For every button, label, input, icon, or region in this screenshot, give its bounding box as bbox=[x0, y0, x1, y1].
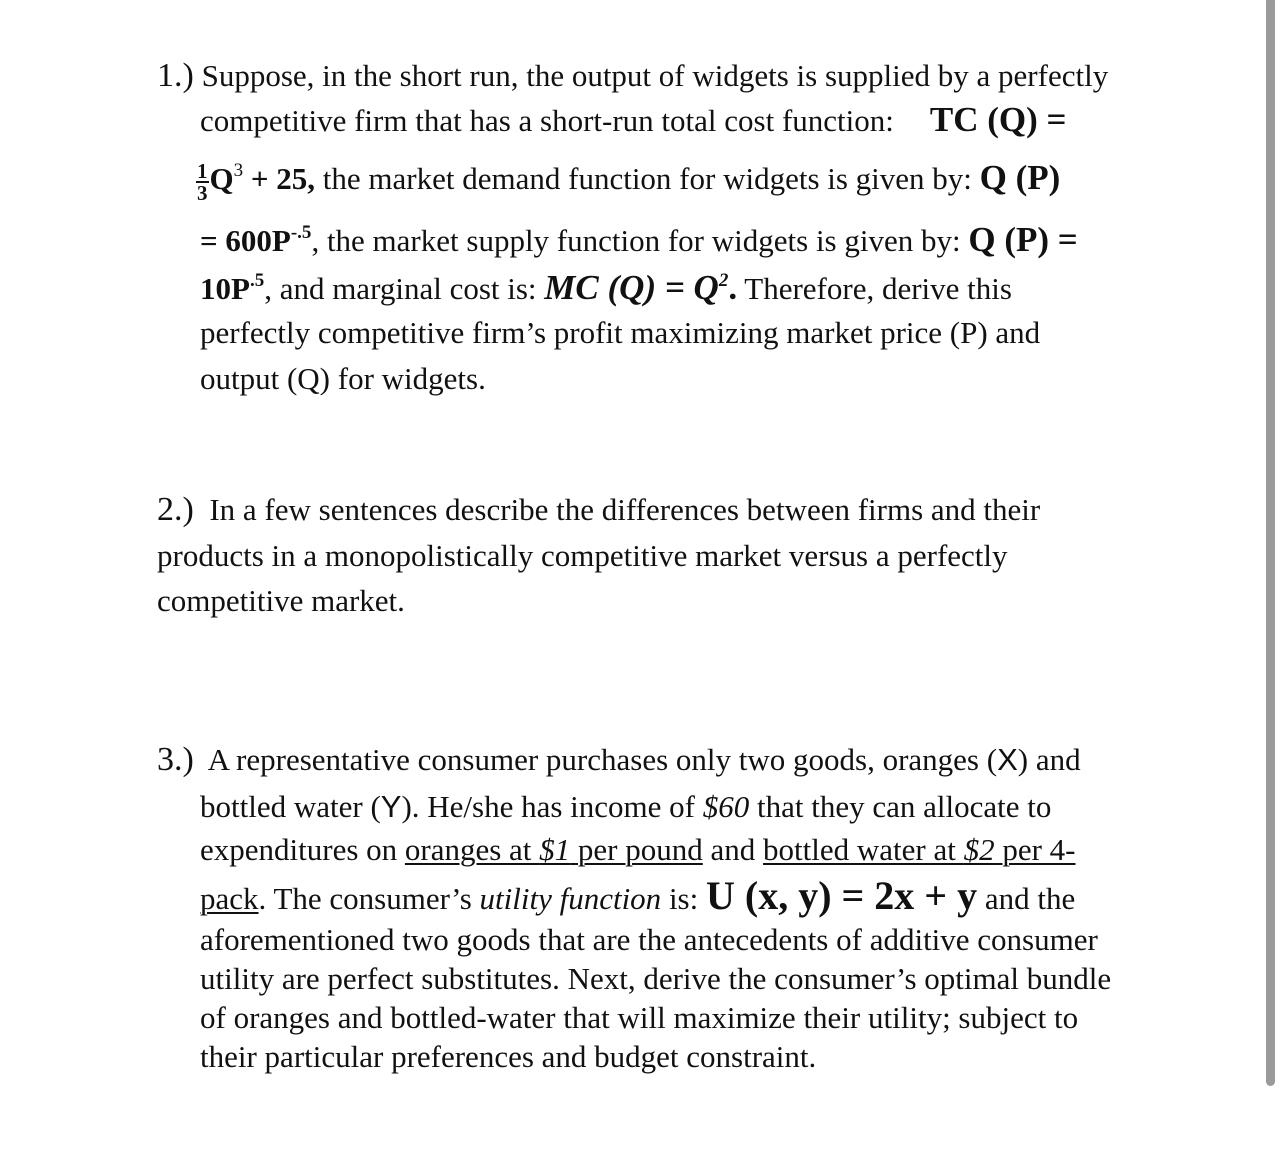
mc-formula: MC (Q) = Q bbox=[544, 268, 719, 307]
q1-number: 1.) bbox=[157, 57, 194, 94]
q3-line-4: pack. The consumer’s utility function is: U (x, y) = 2x + y and the bbox=[200, 873, 1076, 918]
q2-line-2: products in a monopolistically competitive market versus a perfectly bbox=[157, 538, 1008, 573]
q2-line-3: competitive market. bbox=[157, 583, 405, 618]
q1-line-3: $\frac{1}{3}$ $Q^3 + 25$, the market demand function for widgets is given by: Q (P) bbox=[197, 158, 1061, 205]
q3-line-1: 3.) A representative consumer purchases only two goods, oranges (X) and bbox=[157, 741, 1081, 778]
q3-number: 3.) bbox=[157, 741, 194, 778]
q1-line-1: 1.) Suppose, in the short run, the output of widgets is supplied by a perfectly bbox=[157, 57, 1109, 94]
q3-line-2: bottled water (Y). He/she has income of $60 that they can allocate to bbox=[200, 789, 1052, 824]
q3-line-7: of oranges and bottled-water that will maximize their utility; subject to bbox=[200, 1000, 1079, 1035]
vertical-scrollbar[interactable] bbox=[1266, 0, 1275, 1086]
q2-number: 2.) bbox=[157, 491, 194, 528]
q3-line-5: aforementioned two goods that are the antecedents of additive consumer bbox=[200, 922, 1098, 957]
oranges-price: oranges at $1 per pound bbox=[404, 832, 703, 867]
one-third-fraction: $\frac{1}{3}$ bbox=[197, 158, 208, 205]
q1-line-5: $10P^{.5}$, and marginal cost is: MC $(Q) = Q^2$. Therefore, derive this bbox=[200, 268, 1012, 307]
q1-line-6: perfectly competitive firm’s profit maximizing market price (P) and bbox=[200, 315, 1041, 350]
q3-line-3: expenditures on oranges at $1 per pound and bottled water at $2 per 4- bbox=[200, 832, 1076, 867]
tc-formula: TC (Q) = bbox=[929, 100, 1067, 139]
q1-line-2: competitive firm that has a short-run total cost function: TC (Q) = bbox=[200, 100, 1067, 139]
water-price: bottled water at $2 per 4- bbox=[763, 832, 1076, 867]
q2-line-1: 2.) In a few sentences describe the differences between firms and their bbox=[157, 491, 1041, 528]
q1-line-7: output (Q) for widgets. bbox=[200, 361, 486, 396]
q1-line-4: = $600P^{-.5}$, the market supply function for widgets is given by: Q (P) = bbox=[200, 220, 1078, 259]
q3-line-6: utility are perfect substitutes. Next, derive the consumer’s optimal bundle bbox=[200, 961, 1112, 996]
utility-formula: U (x, y) = 2x + y bbox=[705, 873, 978, 918]
q3-line-8: their particular preferences and budget constraint. bbox=[200, 1039, 817, 1074]
